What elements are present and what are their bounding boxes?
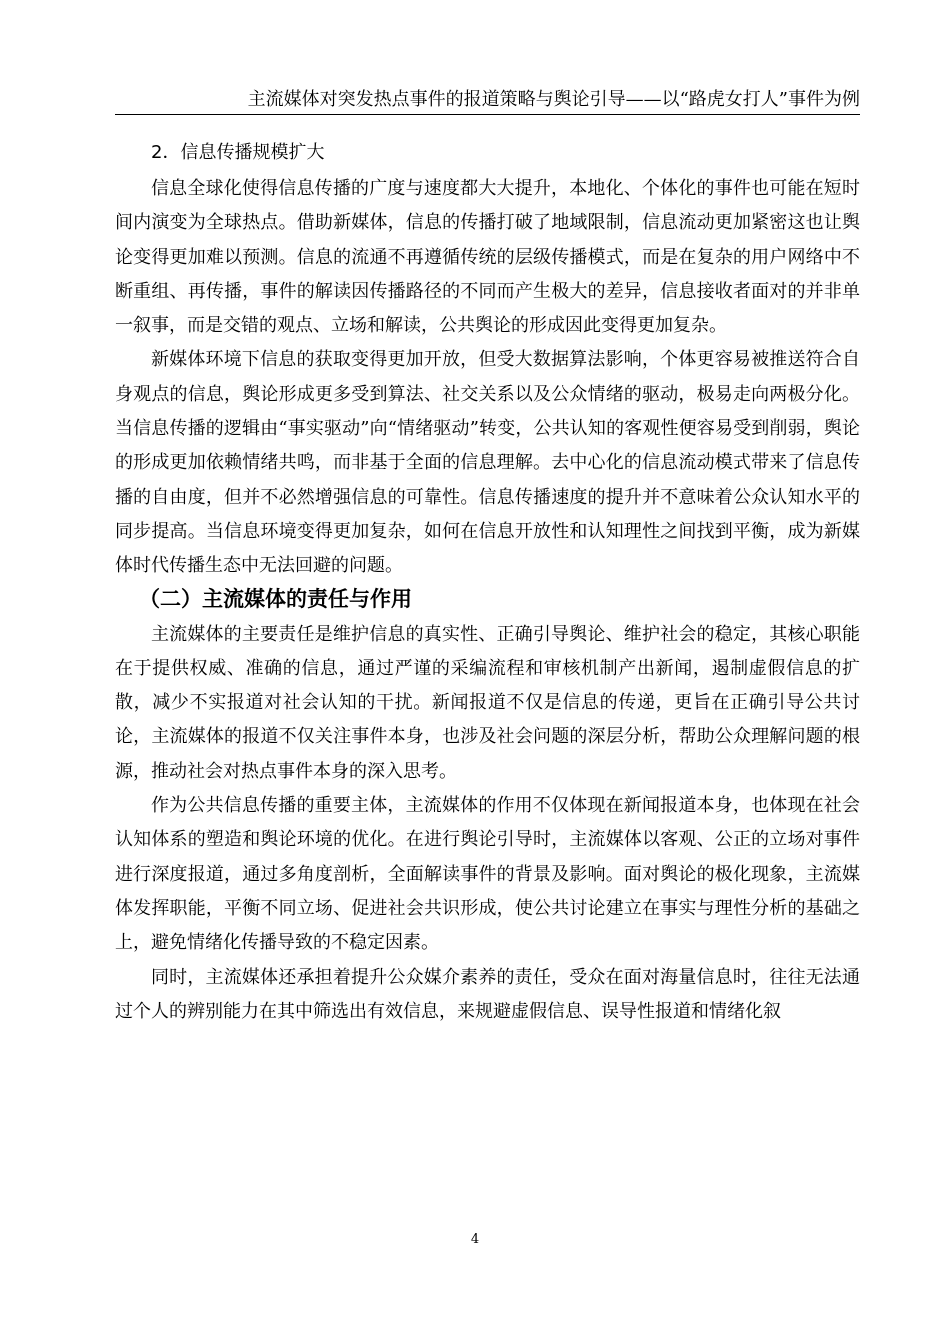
body-paragraph: 信息全球化使得信息传播的广度与速度都大大提升，本地化、个体化的事件也可能在短时间内演变为全球热点。借助新媒体，信息的传播打破了地域限制，信息流动更加紧密这也让舆论变得更加难以预测。信息的流通不再遵循传统的层级传播模式，而是在复杂的用户网络中不断重组、再传播，事件的解读因传播路径的不同而产生极大的差异，信息接收者面对的并非单一叙事，而是交错的观点、立场和解读，公共舆论的形成因此变得更加复杂。 [115, 178, 860, 337]
body-paragraph: 同时，主流媒体还承担着提升公众媒介素养的责任，受众在面对海量信息时，往往无法通过个人的辨别能力在其中筛选出有效信息，来规避虚假信息、误导性报道和情绪化叙 [115, 966, 860, 1022]
body-paragraph: 新媒体环境下信息的获取变得更加开放，但受大数据算法影响，个体更容易被推送符合自身观点的信息，舆论形成更多受到算法、社交关系以及公众情绪的驱动，极易走向两极分化。当信息传播的逻辑由“事实驱动”向“情绪驱动”转变，公共认知的客观性便容易受到削弱，舆论的形成更加依赖情绪共鸣，而非基于全面的信息理解。去中心化的信息流动模式带来了信息传播的自由度，但并不必然增强信息的可靠性。信息传播速度的提升并不意味着公众认知水平的同步提高。当信息环境变得更加复杂，如何在信息开放性和认知理性之间找到平衡，成为新媒体时代传播生态中无法回避的问题。 [115, 349, 860, 577]
body-paragraph: 作为公共信息传播的重要主体，主流媒体的作用不仅体现在新闻报道本身，也体现在社会认知体系的塑造和舆论环境的优化。在进行舆论引导时，主流媒体以客观、公正的立场对事件进行深度报道，通过多角度剖析，全面解读事件的背景及影响。面对舆论的极化现象，主流媒体发挥职能，平衡不同立场、促进社会共识形成，使公共讨论建立在事实与理性分析的基础之上，避免情绪化传播导致的不稳定因素。 [115, 795, 860, 954]
page-body [115, 134, 860, 1029]
header-divider [115, 114, 860, 115]
section-heading: （二）主流媒体的责任与作用 [139, 586, 412, 611]
running-header: 主流媒体对突发热点事件的报道策略与舆论引导——以“路虎女打人”事件为例 [247, 89, 860, 110]
subsection-heading: 2．信息传播规模扩大 [151, 142, 325, 163]
body-paragraph: 主流媒体的主要责任是维护信息的真实性、正确引导舆论、维护社会的稳定，其核心职能在于提供权威、准确的信息，通过严谨的采编流程和审核机制产出新闻，遏制虚假信息的扩散，减少不实报道对社会认知的干扰。新闻报道不仅是信息的传递，更旨在正确引导公共讨论，主流媒体的报道不仅关注事件本身，也涉及社会问题的深层分析，帮助公众理解问题的根源，推动社会对热点事件本身的深入思考。 [115, 623, 860, 782]
page-number: 4 [470, 1232, 480, 1247]
